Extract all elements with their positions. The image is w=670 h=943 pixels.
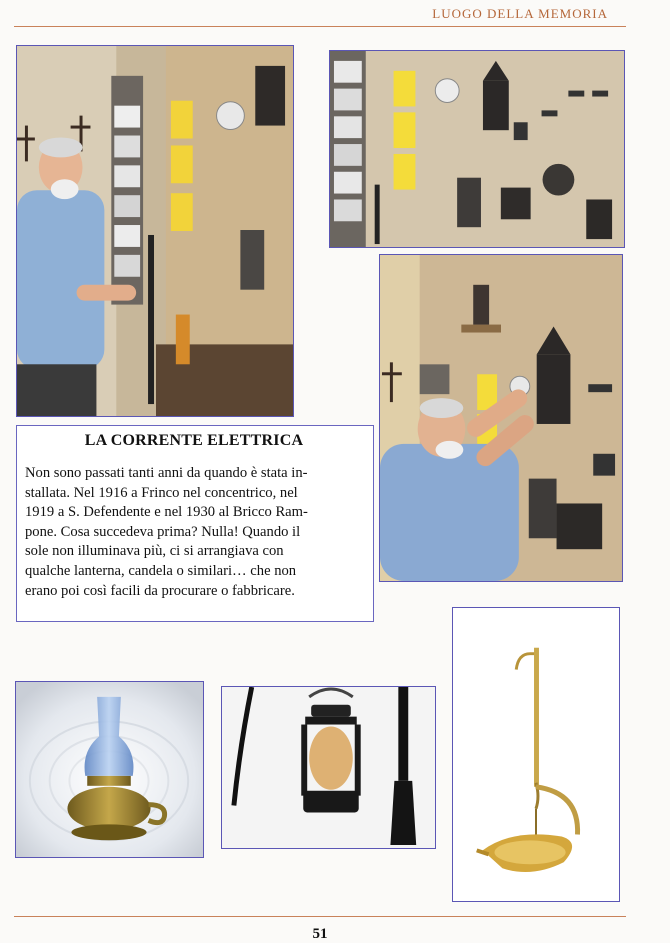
photo-hurricane-lantern [221,686,436,849]
photo-man-at-exhibit [16,45,294,417]
footer-divider [14,916,626,917]
running-header: LUOGO DELLA MEMORIA [432,6,608,21]
article-line: erano poi così facili da procurare o fabbricare. [25,582,295,599]
article-line: stallata. Nel 1916 a Frinco nel concentrico, nel [25,484,298,501]
photo-brass-hanging-lamp [452,607,620,902]
article-body [25,464,363,601]
page-number: 51 [312,926,328,942]
header-divider [14,26,626,27]
photo-oil-lamp [15,681,204,858]
article-box [16,425,374,622]
article-line: 1919 a S. Defendente e nel 1930 al Bricco Ram- [25,504,308,521]
article-line: qualche lanterna, candela o similari… che non [25,562,297,579]
article-line: Non sono passati tanti anni da quando è stata in- [25,465,308,481]
photo-lantern-wall [329,50,625,248]
photo-man-hanging-lantern [379,254,623,582]
article-line: pone. Cosa succedeva prima? Nulla! Quando il [25,523,301,540]
article-title: LA CORRENTE ELETTRICA [84,432,304,449]
article-line: sole non illuminava più, ci si arrangiava con [25,543,284,560]
